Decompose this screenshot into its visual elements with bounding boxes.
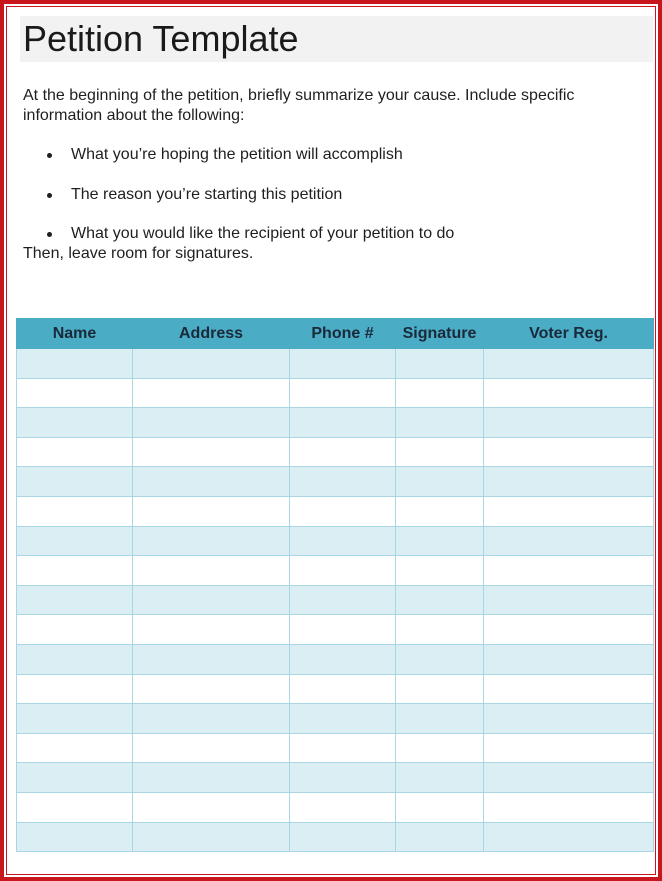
bullet-text: The reason you’re starting this petition [71, 185, 343, 203]
table-cell [290, 496, 396, 526]
table-cell [396, 496, 484, 526]
table-row [17, 526, 654, 556]
bullet-item [23, 224, 648, 244]
table-cell [133, 349, 290, 379]
table-cell [17, 556, 133, 586]
table-cell [17, 763, 133, 793]
table-cell [396, 526, 484, 556]
table-cell [484, 378, 654, 408]
bullet-item [23, 185, 648, 205]
table-cell [290, 674, 396, 704]
table-cell [484, 792, 654, 822]
table-cell [290, 467, 396, 497]
table-cell [396, 585, 484, 615]
column-header-address: Address [133, 319, 290, 349]
table-row [17, 378, 654, 408]
table-cell [484, 585, 654, 615]
table-cell [17, 822, 133, 852]
table-row [17, 674, 654, 704]
table-row [17, 704, 654, 734]
table-cell [396, 763, 484, 793]
table-row [17, 733, 654, 763]
table-cell [484, 822, 654, 852]
bullet-dot-icon [47, 193, 52, 198]
table-cell [396, 644, 484, 674]
table-cell [396, 792, 484, 822]
table-cell [484, 674, 654, 704]
table-cell [484, 408, 654, 438]
table-cell [133, 733, 290, 763]
column-header-signature: Signature [396, 319, 484, 349]
column-header-voter-reg: Voter Reg. [484, 319, 654, 349]
table-body [17, 349, 654, 852]
table-row [17, 349, 654, 379]
table-cell [17, 674, 133, 704]
table-row [17, 792, 654, 822]
table-cell [133, 674, 290, 704]
table-cell [17, 496, 133, 526]
table-cell [290, 763, 396, 793]
table-cell [133, 585, 290, 615]
outro-paragraph: Then, leave room for signatures. [23, 245, 254, 262]
table-cell [133, 496, 290, 526]
table-cell [396, 378, 484, 408]
bullet-dot-icon [47, 232, 52, 237]
table-cell [484, 763, 654, 793]
table-cell [396, 556, 484, 586]
bullet-list [23, 145, 648, 244]
table-cell [17, 792, 133, 822]
table-cell [484, 733, 654, 763]
table-cell [133, 526, 290, 556]
table-cell [484, 644, 654, 674]
table-row [17, 644, 654, 674]
table-cell [133, 408, 290, 438]
table-cell [133, 792, 290, 822]
table-cell [133, 704, 290, 734]
table-cell [133, 556, 290, 586]
table-cell [396, 615, 484, 645]
table-cell [290, 526, 396, 556]
column-header-name: Name [17, 319, 133, 349]
table-cell [133, 378, 290, 408]
table-cell [17, 644, 133, 674]
table-row [17, 763, 654, 793]
table-cell [133, 467, 290, 497]
table-row [17, 822, 654, 852]
table-cell [17, 585, 133, 615]
table-row [17, 467, 654, 497]
table-cell [290, 437, 396, 467]
table-cell [17, 526, 133, 556]
signature-table [16, 318, 654, 852]
table-cell [484, 704, 654, 734]
table-cell [396, 408, 484, 438]
table-row [17, 496, 654, 526]
table-cell [133, 763, 290, 793]
column-header-phone: Phone # [290, 319, 396, 349]
table-cell [290, 615, 396, 645]
table-cell [17, 437, 133, 467]
table-row [17, 437, 654, 467]
table-cell [484, 615, 654, 645]
table-row [17, 585, 654, 615]
table-cell [133, 822, 290, 852]
table-cell [396, 349, 484, 379]
table-cell [484, 496, 654, 526]
table-cell [484, 437, 654, 467]
intro-paragraph: At the beginning of the petition, briefly summarize your cause. Include specific information about the following: [23, 87, 575, 124]
table-cell [17, 349, 133, 379]
table-cell [396, 674, 484, 704]
bullet-item [23, 145, 648, 165]
table-row [17, 556, 654, 586]
table-cell [290, 733, 396, 763]
bullet-dot-icon [47, 153, 52, 158]
table-cell [396, 704, 484, 734]
table-cell [133, 644, 290, 674]
table-cell [396, 733, 484, 763]
table-cell [290, 792, 396, 822]
table-cell [290, 644, 396, 674]
table-cell [484, 349, 654, 379]
bullet-text: What you would like the recipient of your petition to do [71, 225, 455, 242]
page-title: Petition Template [23, 18, 299, 59]
table-cell [17, 615, 133, 645]
table-cell [17, 467, 133, 497]
table-cell [290, 378, 396, 408]
table-cell [133, 615, 290, 645]
table-row [17, 408, 654, 438]
table-cell [290, 556, 396, 586]
table-cell [396, 467, 484, 497]
table-cell [396, 437, 484, 467]
table-header-row [17, 319, 654, 349]
table-cell [290, 408, 396, 438]
table-cell [290, 585, 396, 615]
table-cell [290, 822, 396, 852]
table-cell [17, 378, 133, 408]
table-cell [484, 526, 654, 556]
table-cell [396, 822, 484, 852]
table-cell [17, 408, 133, 438]
bullet-text: What you’re hoping the petition will accomplish [71, 146, 403, 163]
table-cell [17, 704, 133, 734]
table-cell [17, 733, 133, 763]
table-cell [290, 349, 396, 379]
table-cell [133, 437, 290, 467]
table-row [17, 615, 654, 645]
table-cell [290, 704, 396, 734]
table-cell [484, 556, 654, 586]
table-cell [484, 467, 654, 497]
